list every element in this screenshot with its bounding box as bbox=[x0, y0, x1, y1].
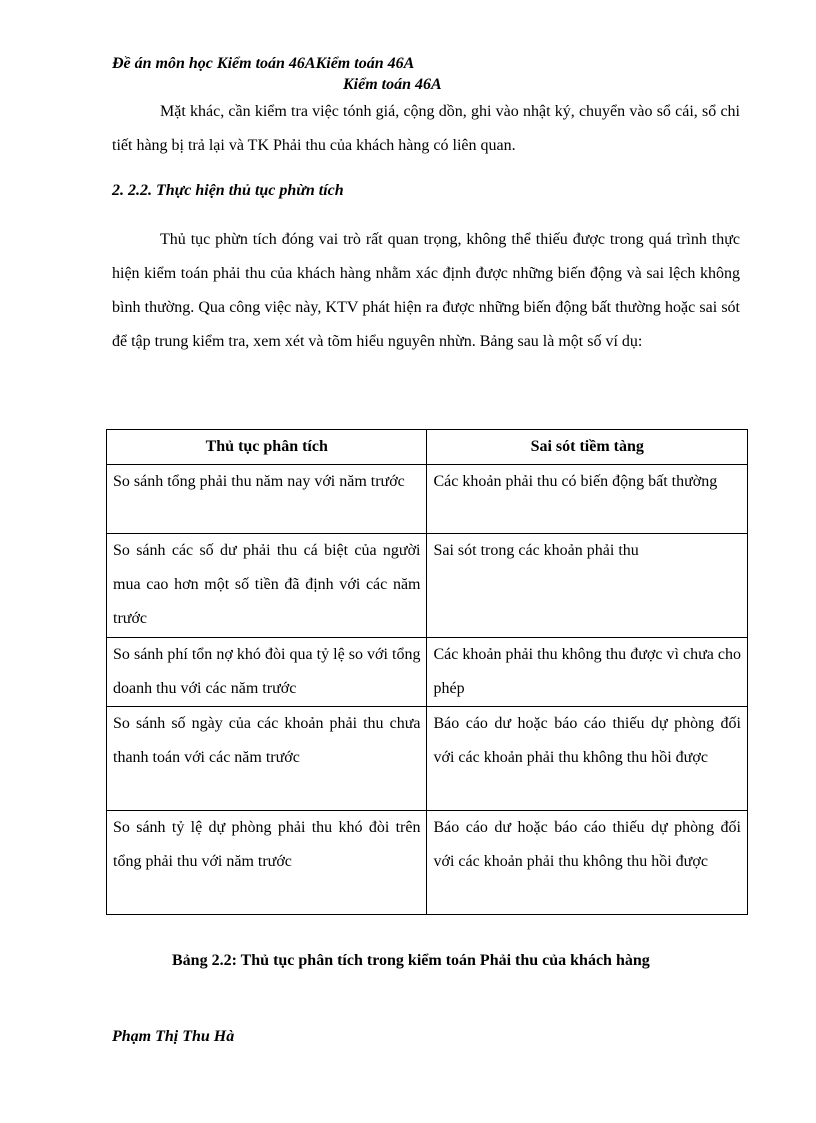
table-header-misstatement: Sai sót tiềm tàng bbox=[427, 430, 748, 465]
table-cell-misstatement: Các khoản phải thu có biến động bất thường bbox=[427, 465, 748, 534]
header-course-title: Đề án môn học Kiểm toán 46AKiểm toán 46A bbox=[112, 55, 415, 72]
table-caption: Bảng 2.2: Thủ tục phân tích trong kiểm toán Phải thu của khách hàng bbox=[172, 952, 650, 969]
analysis-table bbox=[106, 429, 748, 915]
table-row bbox=[107, 465, 748, 534]
header-subtitle: Kiểm toán 46A bbox=[343, 76, 442, 93]
table-row bbox=[107, 811, 748, 915]
table-cell-misstatement: Báo cáo dư hoặc báo cáo thiếu dự phòng đối với các khoản phải thu không thu hồi được bbox=[427, 707, 748, 811]
table-row bbox=[107, 534, 748, 638]
table-cell-misstatement: Các khoản phải thu không thu được vì chưa cho phép bbox=[427, 638, 748, 707]
table-cell-misstatement: Báo cáo dư hoặc báo cáo thiếu dự phòng đối với các khoản phải thu không thu hồi được bbox=[427, 811, 748, 915]
table-cell-procedure: So sánh phí tổn nợ khó đòi qua tỷ lệ so với tổng doanh thu với các năm trước bbox=[107, 638, 427, 707]
table-cell-misstatement: Sai sót trong các khoản phải thu bbox=[427, 534, 748, 638]
table-cell-procedure: So sánh tỷ lệ dự phòng phải thu khó đòi trên tổng phải thu với năm trước bbox=[107, 811, 427, 915]
table-row bbox=[107, 707, 748, 811]
section-heading: 2. 2.2. Thực hiện thủ tục phừn tích bbox=[112, 182, 344, 199]
author-name: Phạm Thị Thu Hà bbox=[112, 1028, 235, 1045]
table-header-procedure: Thủ tục phân tích bbox=[107, 430, 427, 465]
section-paragraph: Thủ tục phừn tích đóng vai trò rất quan trọng, không thể thiếu được trong quá trình thực hiện kiểm toán phải thu của khách hàng nhằm xác định được những biến động và sai lệch không bình thường. Qua công việc này, KTV phát hiện ra được những biến động bất thường hoặc sai sót để tập trung kiểm tra, xem xét và tõm hiểu nguyên nhừn. Bảng sau là một số ví dụ: bbox=[112, 231, 740, 350]
table-row bbox=[107, 638, 748, 707]
table-cell-procedure: So sánh số ngày của các khoản phải thu chưa thanh toán với các năm trước bbox=[107, 707, 427, 811]
paragraph-intro: Mặt khác, cần kiểm tra việc tónh giá, cộng dồn, ghi vào nhật ký, chuyển vào sổ cái, sổ chi tiết hàng bị trả lại và TK Phải thu của khách hàng có liên quan. bbox=[112, 103, 740, 154]
table-header-row bbox=[107, 430, 748, 465]
table-cell-procedure: So sánh các số dư phải thu cá biệt của người mua cao hơn một số tiền đã định với các năm trước bbox=[107, 534, 427, 638]
table-cell-procedure: So sánh tổng phải thu năm nay với năm trước bbox=[107, 465, 427, 534]
